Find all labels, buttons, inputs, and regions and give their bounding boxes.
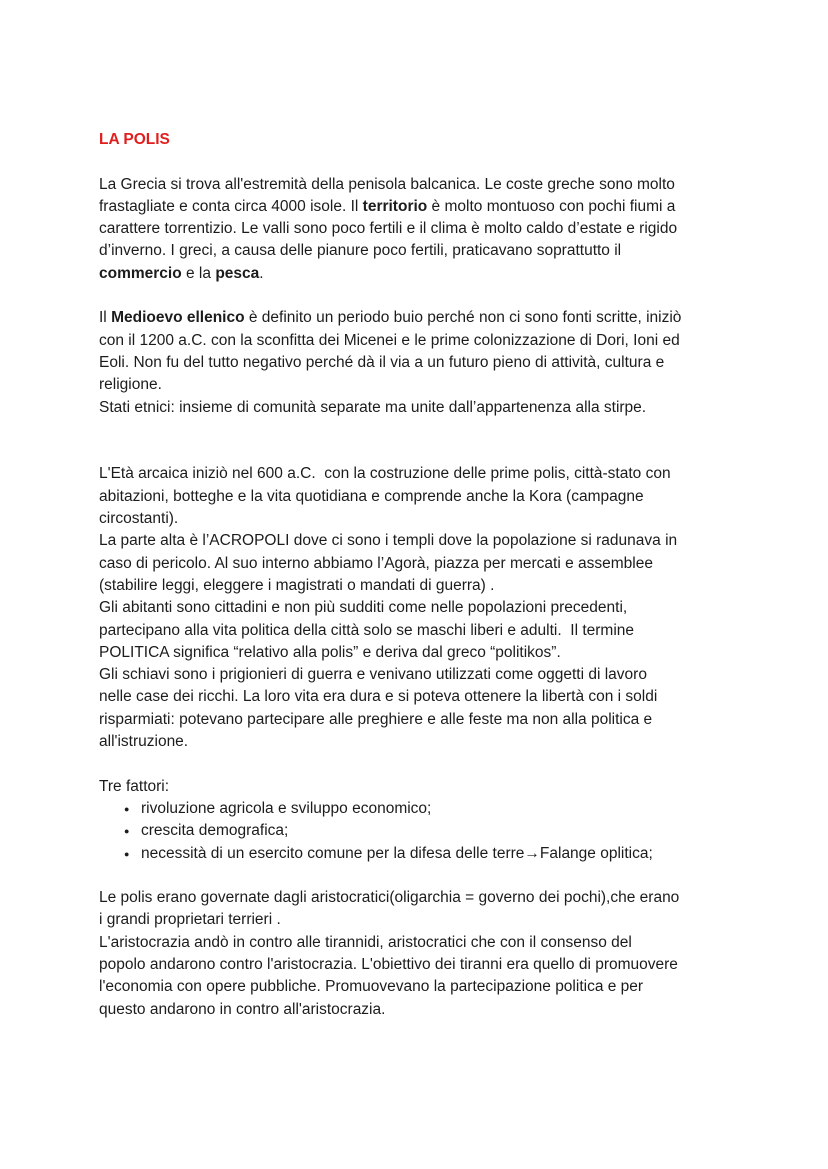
document-content: [99, 129, 738, 1021]
document-title: [99, 129, 738, 151]
text-segment: Eoli. Non fu del tutto negativo perché dà il via a un futuro pieno di attività, cultura e: [99, 353, 665, 371]
text-segment: all'istruzione.: [99, 733, 189, 751]
bullet-item: [99, 843, 738, 865]
text-line: [99, 263, 738, 285]
bullet-text: [141, 798, 431, 820]
bullet-text: [141, 843, 653, 865]
text-line: [99, 954, 738, 976]
blank-line: [99, 753, 738, 775]
blank-line: [99, 865, 738, 887]
text-line: [99, 553, 738, 575]
text-segment: caso di pericolo. Al suo interno abbiamo l’Agorà, piazza per mercati e assemblee: [99, 554, 653, 572]
text-segment: con il 1200 a.C. con la sconfitta dei Micenei e le prime colonizzazione di Dori, Ioni ed: [99, 331, 680, 349]
text-segment: carattere torrentizio. Le valli sono poco fertili e il clima è molto caldo d’estate e rigido: [99, 220, 678, 238]
text-line: [99, 240, 738, 262]
bold-text-segment: Medioevo ellenico: [111, 309, 245, 327]
text-segment: Stati etnici: insieme di comunità separate ma unite dall’appartenenza alla stirpe.: [99, 398, 647, 416]
text-segment: rivoluzione agricola e sviluppo economico;: [141, 799, 432, 817]
text-segment: religione.: [99, 376, 162, 394]
text-segment: crescita demografica;: [141, 822, 289, 840]
text-segment: questo andarono in contro all'aristocrazia.: [99, 1000, 386, 1018]
text-segment: (stabilire leggi, eleggere i magistrati o mandati di guerra) .: [99, 576, 495, 594]
text-segment: partecipano alla vita politica della città solo se maschi liberi e adulti. Il termine: [99, 621, 635, 639]
text-segment: La parte alta è l’ACROPOLI dove ci sono i templi dove la popolazione si radunava in: [99, 532, 678, 550]
blank-line: [99, 285, 738, 307]
text-segment: Il: [99, 309, 112, 327]
text-line: [99, 776, 738, 798]
text-line: [99, 999, 738, 1021]
text-line: [99, 976, 738, 998]
bullet-item: [99, 820, 738, 842]
text-line: [99, 218, 738, 240]
bullet-icon: ●: [124, 826, 130, 837]
text-line: [99, 530, 738, 552]
text-segment: L'aristocrazia andò in contro alle tirannidi, aristocratici che con il consenso del: [99, 933, 632, 951]
bullet-text: [141, 820, 288, 842]
bullet-icon: ●: [124, 803, 130, 814]
bold-text-segment: pesca: [215, 264, 260, 282]
text-line: [99, 887, 738, 909]
text-segment: l'economia con opere pubbliche. Promuovevano la partecipazione politica e per: [99, 978, 644, 996]
text-segment: risparmiati: potevano partecipare alle preghiere e alle feste ma non alla politica e: [99, 710, 653, 728]
text-line: [99, 196, 738, 218]
blank-line: [99, 441, 738, 463]
text-segment: Le polis erano governate dagli aristocratici(oligarchia = governo dei pochi),che erano: [99, 889, 680, 907]
blank-line: [99, 151, 738, 173]
text-segment: frastagliate e conta circa 4000 isole. Il: [99, 197, 363, 215]
text-line: [99, 486, 738, 508]
text-segment: nelle case dei ricchi. La loro vita era dura e si poteva ottenere la libertà con i soldi: [99, 688, 658, 706]
bold-text-segment: commercio: [99, 264, 182, 282]
text-line: [99, 709, 738, 731]
text-line: [99, 508, 738, 530]
text-segment: .: [259, 264, 264, 282]
text-segment: necessità di un esercito comune per la difesa delle terre→Falange oplitica;: [141, 844, 653, 862]
text-segment: popolo andarono contro l'aristocrazia. L'obiettivo dei tiranni era quello di promuovere: [99, 955, 678, 973]
text-line: [99, 620, 738, 642]
text-line: [99, 575, 738, 597]
text-segment: Gli schiavi sono i prigionieri di guerra e venivano utilizzati come oggetti di lavoro: [99, 666, 647, 684]
text-line: [99, 352, 738, 374]
text-line: [99, 664, 738, 686]
text-line: [99, 686, 738, 708]
text-line: [99, 597, 738, 619]
text-segment: d’inverno. I greci, a causa delle pianure poco fertili, praticavano soprattutto il: [99, 242, 622, 260]
text-line: [99, 330, 738, 352]
text-segment: i grandi proprietari terrieri .: [99, 911, 281, 929]
text-segment: abitazioni, botteghe e la vita quotidiana e comprende anche la Kora (campagne: [99, 487, 644, 505]
text-segment: Tre fattori:: [99, 777, 170, 795]
text-line: [99, 932, 738, 954]
text-segment: è molto montuoso con pochi fiumi a: [427, 197, 676, 215]
bullet-icon: ●: [124, 848, 130, 859]
text-segment: La Grecia si trova all'estremità della penisola balcanica. Le coste greche sono molto: [99, 175, 675, 193]
blank-line: [99, 419, 738, 441]
text-segment: LA POLIS: [99, 131, 170, 148]
text-segment: POLITICA significa “relativo alla polis” e deriva dal greco “politikos”.: [99, 643, 561, 661]
text-line: [99, 174, 738, 196]
text-line: [99, 374, 738, 396]
text-segment: Gli abitanti sono cittadini e non più sudditi come nelle popolazioni precedenti,: [99, 599, 628, 617]
text-segment: e la: [181, 264, 216, 282]
text-line: [99, 642, 738, 664]
text-line: [99, 909, 738, 931]
bold-text-segment: territorio: [362, 197, 428, 215]
bullet-item: [99, 798, 738, 820]
text-line: [99, 463, 738, 485]
text-segment: circostanti).: [99, 510, 179, 528]
text-segment: L'Età arcaica iniziò nel 600 a.C. con la costruzione delle prime polis, città-stato con: [99, 465, 671, 483]
text-line: [99, 307, 738, 329]
text-line: [99, 731, 738, 753]
text-line: [99, 397, 738, 419]
text-segment: è definito un periodo buio perché non ci sono fonti scritte, iniziò: [244, 309, 682, 327]
